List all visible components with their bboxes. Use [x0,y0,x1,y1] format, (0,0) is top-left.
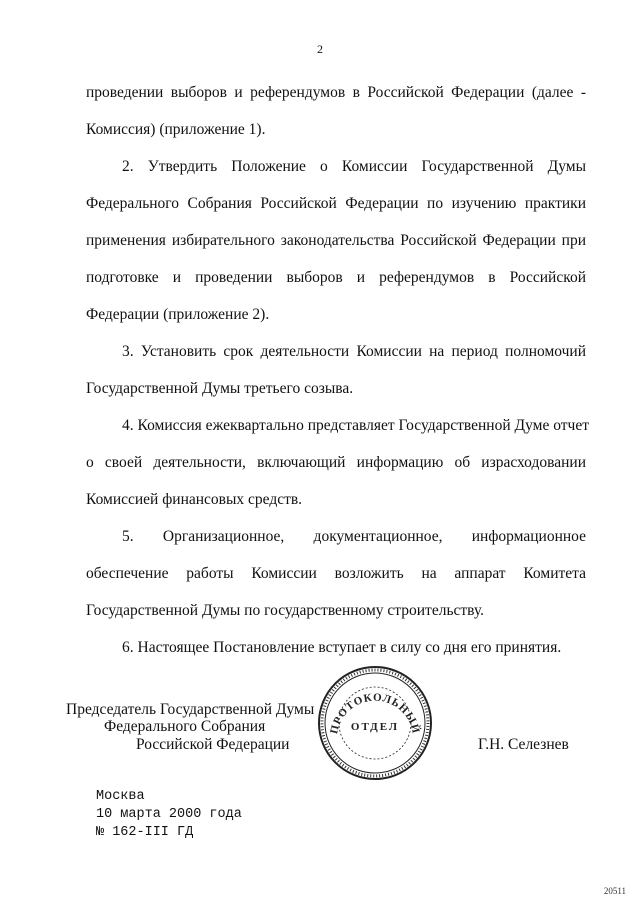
body-line: Государственной Думы по государственному строительству. [86,602,485,619]
body-line: Федерации (приложение 2). [86,306,270,323]
signatory-title-line1: Председатель Государственной Думы [66,701,315,718]
body-line: Комиссией финансовых средств. [86,491,303,508]
body-line: 5. Организационное, документационное, информационное [122,528,586,545]
stamp-center-text: ОТДЕЛ [350,721,400,733]
body-line: Комиссия) (приложение 1). [86,121,266,138]
city: Москва [96,789,145,804]
body-line: 4. Комиссия ежеквартально представляет Государственной Думе отчет [122,417,589,434]
signatory-title-line2: Федерального Собрания [104,718,266,735]
body-line: о своей деятельности, включающий информацию об израсходовании [86,454,586,471]
body-line: обеспечение работы Комиссии возложить на аппарат Комитета [86,565,586,582]
document-number: № 162-III ГД [96,825,194,840]
body-line: проведении выборов и референдумов в Российской Федерации (далее - [86,84,586,101]
body-line: Федерального Собрания Российской Федерации по изучению практики [86,195,586,212]
body-line: 3. Установить срок деятельности Комиссии на период полномочий [122,343,586,360]
signatory-title-line3: Российской Федерации [136,736,290,753]
stamp-top-text: ПРОТОКОЛЬНЫЙ [328,691,422,736]
page-number: 2 [317,42,323,56]
corner-mark: 20511 [603,886,626,896]
official-seal-stamp [316,664,434,782]
body-line: подготовке и проведении выборов и референдумов в Российской [86,269,586,286]
body-line: применения избирательного законодательства Российской Федерации при [86,232,586,249]
body-line: 2. Утвердить Положение о Комиссии Государственной Думы [122,158,586,175]
signatory-name: Г.Н. Селезнев [478,736,569,753]
body-line: 6. Настоящее Постановление вступает в силу со дня его принятия. [122,639,562,656]
body-line: Государственной Думы третьего созыва. [86,380,354,397]
date: 10 марта 2000 года [96,807,242,822]
